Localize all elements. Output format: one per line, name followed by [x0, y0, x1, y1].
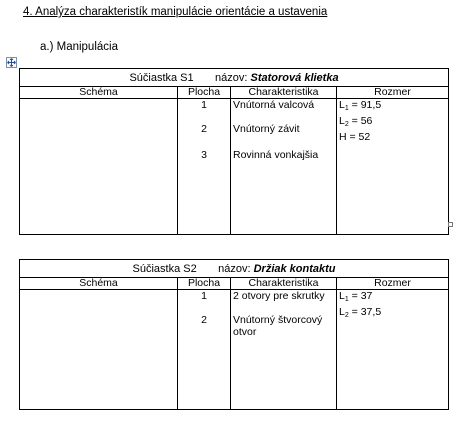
subsection-heading: a.) Manipulácia [40, 41, 118, 53]
rozmer-value: $L_2 = 37,5$ [339, 306, 382, 319]
part-s1-name-label: názov: [215, 71, 248, 84]
column-header-rozmer: Rozmer [337, 87, 449, 99]
column-header-plocha: Plocha [178, 278, 231, 290]
rozmer-cell [337, 290, 449, 410]
column-header-schema: Schéma [20, 87, 178, 99]
column-header-schema: Schéma [20, 278, 178, 290]
plocha-value: 1 [201, 290, 207, 302]
charakteristika-cell [231, 290, 337, 410]
plocha-value: 1 [201, 99, 207, 111]
part-s2-title [20, 260, 449, 278]
part-s2-name: Držiak kontaktu [253, 262, 336, 275]
section-heading: 4. Analýza charakteristík manipulácie orientácie a ustavenia [23, 6, 328, 18]
column-header-charakteristika: Charakteristika [231, 278, 337, 290]
part-s2-table [19, 259, 449, 410]
column-header-rozmer: Rozmer [337, 278, 449, 290]
plocha-value: 2 [201, 123, 207, 135]
rozmer-value: $L_2 = 56$ [339, 115, 373, 128]
table-resize-handle[interactable] [448, 222, 453, 227]
schema-cell [20, 290, 178, 410]
part-s1-table [19, 68, 449, 235]
rozmer-value: H = 52 [339, 131, 371, 143]
rozmer-value: $L_1 = 91,5$ [339, 99, 382, 112]
part-s2-name-label: názov: [218, 262, 251, 275]
plocha-cell [178, 290, 231, 410]
charakteristika-value: 2 otvory pre skrutky [233, 290, 325, 302]
part-s1-name: Statorová klietka [250, 71, 339, 84]
plocha-value: 3 [201, 149, 207, 161]
charakteristika-value: Rovinná vonkajšia [233, 149, 319, 161]
table-move-handle-icon[interactable] [6, 57, 17, 68]
part-s1-title [20, 69, 449, 87]
charakteristika-value: Vnútorná valcová [233, 99, 315, 111]
plocha-cell [178, 99, 231, 235]
part-s1-label: Súčiastka S1 [129, 71, 194, 84]
plocha-value: 2 [201, 314, 207, 326]
part-s2-label: Súčiastka S2 [132, 262, 197, 275]
charakteristika-value: Vnútorný štvorcový otvor [233, 314, 323, 338]
schema-cell [20, 99, 178, 235]
charakteristika-value: Vnútorný závit [233, 123, 300, 135]
rozmer-cell [337, 99, 449, 235]
charakteristika-cell [231, 99, 337, 235]
column-header-charakteristika: Charakteristika [231, 87, 337, 99]
column-header-plocha: Plocha [178, 87, 231, 99]
rozmer-value: $L_1 = 37$ [339, 290, 373, 303]
